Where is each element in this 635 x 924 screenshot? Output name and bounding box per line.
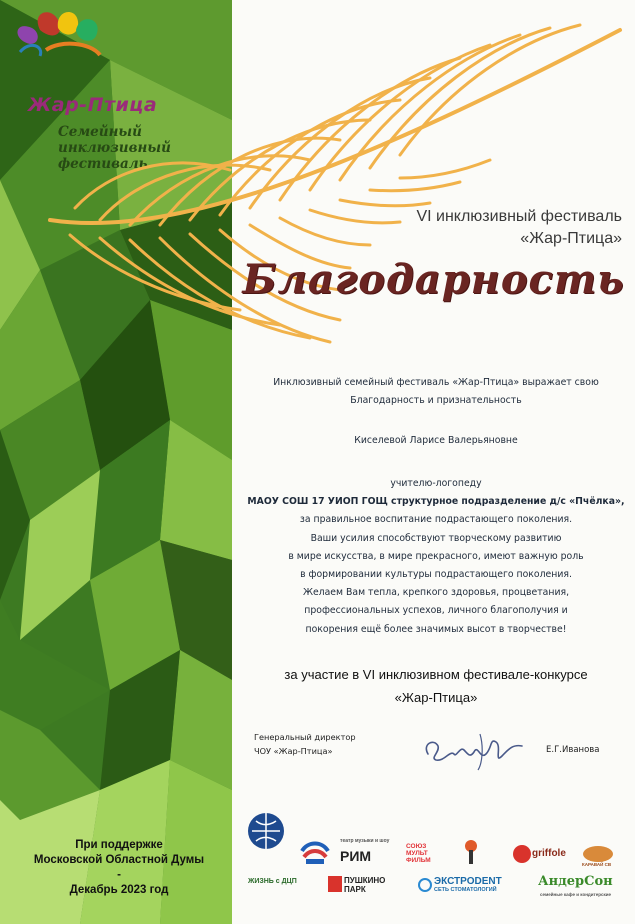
- participation-line1: за участие в VI инклюзивном фестивале-конкурсе: [284, 667, 588, 682]
- intro-text: [246, 374, 626, 410]
- globe-emblem-icon: [246, 811, 286, 851]
- firebird-mascot-icon: [456, 836, 486, 866]
- message-line: в мире искусства, в мире прекрасного, имеют важную роль: [288, 550, 584, 562]
- ekstrodent-tooth-icon: [418, 878, 432, 892]
- karavay-logo: КАРАВАЙ СВ: [582, 862, 612, 867]
- pushkino-park-logo: [344, 876, 385, 894]
- message-line: учителю-логопеду: [390, 478, 482, 489]
- intro-line2: Благодарность и признательность: [350, 395, 522, 407]
- support-bullet: -: [117, 869, 121, 881]
- message-line: Желаем Вам тепла, крепкого здоровья, процветания,: [302, 587, 570, 599]
- support-block: [14, 838, 224, 898]
- pushkino-line1: ПУШКИНО: [344, 876, 386, 885]
- message-block: [246, 475, 626, 639]
- message-line: профессиональных успехов, личного благополучия и: [304, 605, 568, 617]
- participation-line2: «Жар-Птица»: [394, 690, 478, 705]
- griffole-logo: griffole: [532, 848, 566, 859]
- message-line: Ваши усилия способствуют творческому развитию: [310, 532, 562, 544]
- ekstrodent-logo: [434, 876, 502, 893]
- message-line: покорения ещё более значимых высот в творчестве!: [305, 623, 567, 635]
- handwritten-signature: [420, 724, 530, 774]
- soyuzmultfilm-logo: СОЮЗ МУЛЬТ ФИЛЬМ: [406, 843, 431, 864]
- intro-line1: Инклюзивный семейный фестиваль «Жар-Птица» выражает свою: [273, 377, 599, 388]
- anderson-caption: семейные кафе и кондитерские: [540, 892, 612, 897]
- recipient-name: Киселевой Ларисе Валерьяновне: [354, 435, 518, 446]
- signatory-role: [254, 730, 374, 758]
- rim-logo: РИМ: [340, 848, 372, 864]
- anderson-logo: АндерСон: [538, 874, 613, 889]
- festival-title: [300, 206, 622, 250]
- ekstrodent-line2: СЕТЬ СТОМАТОЛОГИЙ: [434, 887, 497, 893]
- signatory-role-line1: Генеральный директор: [254, 732, 356, 742]
- griffole-circle-icon: [512, 844, 532, 864]
- left-green-panel: [0, 0, 232, 924]
- rim-caption: театр музыки и шоу: [340, 838, 390, 844]
- support-date: Декабрь 2023 год: [69, 884, 169, 896]
- message-line: в формировании культуры подрастающего поколения.: [300, 569, 572, 581]
- logo-subtitle: Семейный инклюзивный фестиваль: [58, 124, 171, 172]
- participation-text: [246, 663, 626, 709]
- signatory-role-line2: ЧОУ «Жар-Птица»: [254, 746, 333, 756]
- united-russia-icon: [300, 835, 330, 865]
- ekstrodent-line1: ЭКСТРОDENT: [434, 876, 502, 887]
- pushkino-line2: ПАРК: [344, 885, 366, 894]
- support-line2: Московской Областной Думы: [33, 854, 205, 866]
- message-line: МАОУ СОШ 17 УИОП ГОЩ структурное подразделение д/с «Пчёлка»,: [247, 496, 625, 508]
- festival-title-line1: VI инклюзивный фестиваль: [416, 208, 622, 225]
- pushkino-emblem-icon: [328, 876, 342, 892]
- life-cp-logo: ЖИЗНЬ с ДЦП: [248, 878, 297, 885]
- karavay-bread-icon: [582, 844, 614, 862]
- logo-name: Жар-Птица: [28, 94, 158, 116]
- support-line1: При поддержке: [75, 839, 163, 851]
- signatory-name: Е.Г.Иванова: [546, 745, 600, 755]
- message-line: за правильное воспитание подрастающего поколения.: [299, 514, 573, 526]
- festival-title-line2: «Жар-Птица»: [520, 230, 622, 247]
- certificate-heading: Благодарность: [242, 256, 625, 303]
